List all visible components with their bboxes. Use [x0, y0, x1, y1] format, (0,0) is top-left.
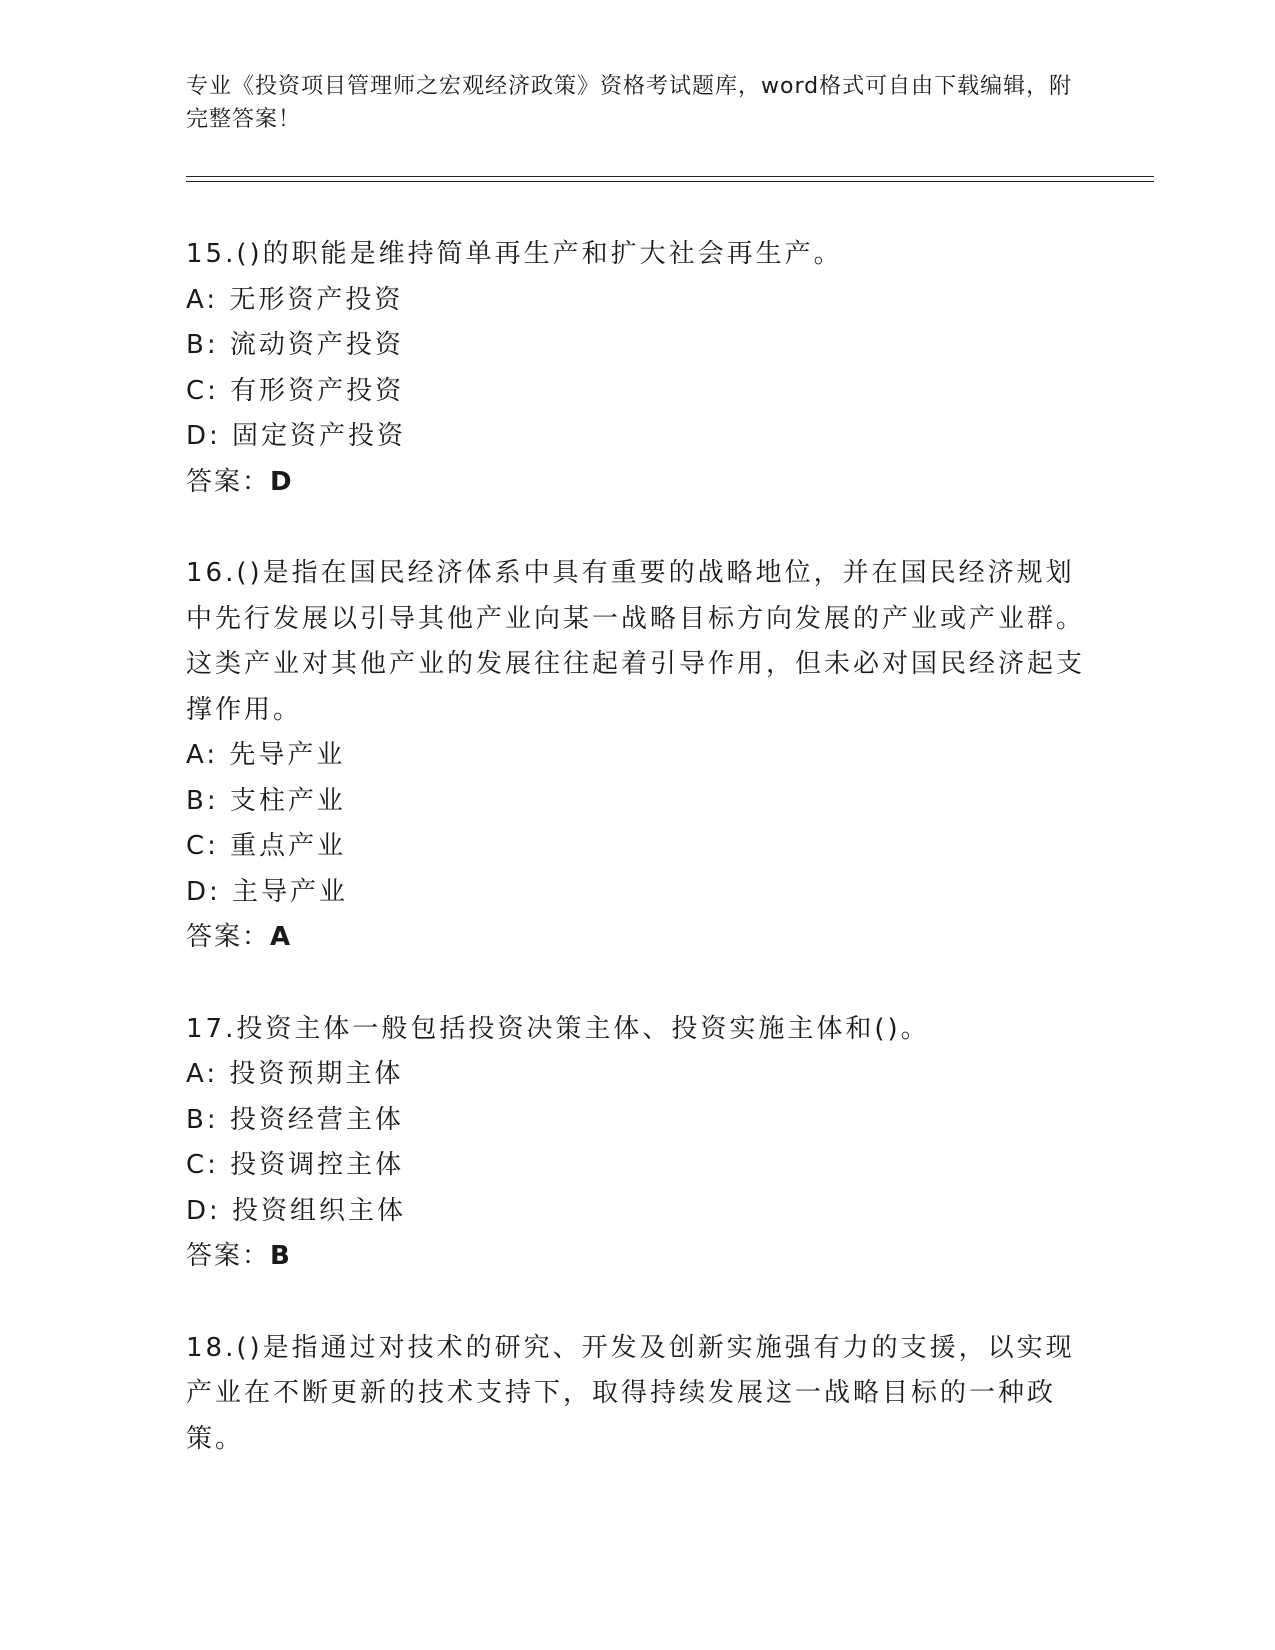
- question-stem: 18.()是指通过对技术的研究、开发及创新实施强有力的支援，以实现产业在不断更新的技术支持下，取得持续发展这一战略目标的一种政策。: [186, 1332, 1075, 1454]
- answer-label: 答案：: [186, 466, 271, 497]
- option-a: A: 无形资产投资: [186, 284, 404, 315]
- answer-label: 答案：: [186, 922, 271, 952]
- option-c: C: 投资调控主体: [186, 1150, 405, 1180]
- answer-line: [186, 915, 1086, 961]
- option-d: D: 固定资产投资: [186, 421, 407, 451]
- answer-line: [186, 460, 1086, 506]
- answer-value: B: [270, 1241, 292, 1271]
- question-stem: 15.()的职能是维持简单再生产和扩大社会再生产。: [186, 239, 843, 269]
- question-15: [186, 232, 1086, 505]
- answer-line: [186, 1234, 1086, 1280]
- option-b: B: 投资经营主体: [186, 1104, 404, 1135]
- question-stem: 17.投资主体一般包括投资决策主体、投资实施主体和()。: [186, 1013, 930, 1044]
- answer-value: D: [270, 466, 294, 497]
- question-18: [186, 1326, 1086, 1463]
- header-divider-top: [186, 176, 1154, 177]
- document-intro: 专业《投资项目管理师之宏观经济政策》资格考试题库，word格式可自由下载编辑，附完整答案！: [186, 74, 1073, 132]
- header-divider-bottom: [186, 181, 1154, 182]
- question-17: [186, 1007, 1086, 1280]
- question-list: [186, 232, 1086, 1508]
- option-b: B: 流动资产投资: [186, 330, 404, 360]
- answer-label: 答案：: [186, 1241, 271, 1271]
- option-c: C: 重点产业: [186, 831, 347, 861]
- option-a: A: 先导产业: [186, 740, 346, 770]
- option-d: D: 主导产业: [186, 876, 349, 907]
- option-d: D: 投资组织主体: [186, 1195, 407, 1226]
- question-16: [186, 551, 1086, 961]
- answer-value: A: [270, 922, 293, 952]
- question-stem: 16.()是指在国民经济体系中具有重要的战略地位，并在国民经济规划中先行发展以引导其他产业向某一战略目标方向发展的产业或产业群。这类产业对其他产业的发展往往起着引导作用，但未必对国民经济起支撑作用。: [186, 558, 1086, 725]
- option-b: B: 支柱产业: [186, 785, 346, 816]
- option-c: C: 有形资产投资: [186, 375, 405, 406]
- option-a: A: 投资预期主体: [186, 1059, 404, 1089]
